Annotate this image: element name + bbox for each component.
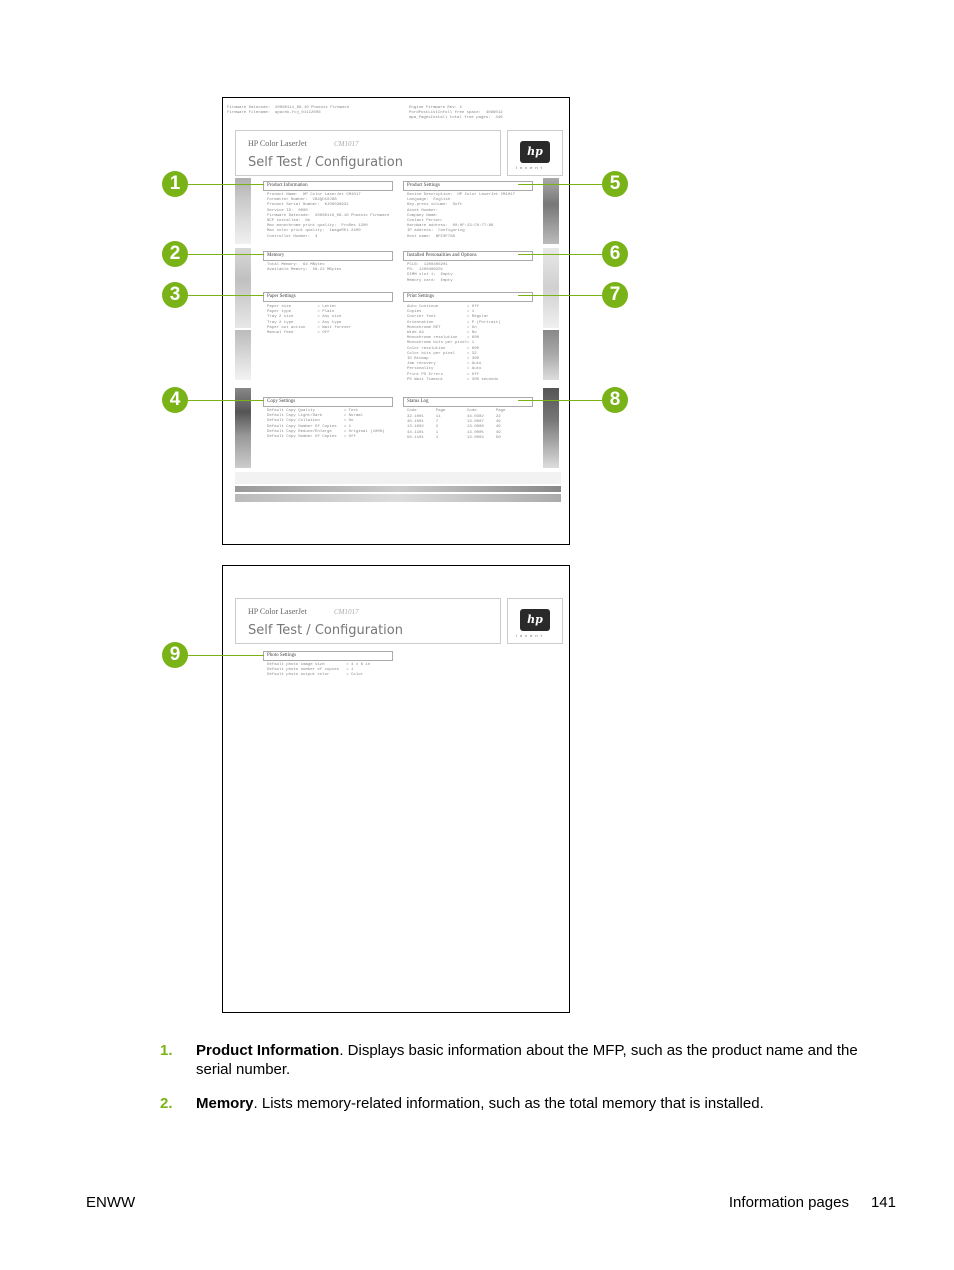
product-settings-text: Device Description: HP Color LaserJet CM1017 Language: English Key-press volume: Soft Asset Number: Company Name: Contact Person: Hardware address: 00:0F:23:C0:77:88 IP address: Configuring Host name: NPI0F788 — [407, 193, 516, 239]
color-swatch — [235, 178, 251, 244]
firmware-info-left: Firmware Datecode: 20060111_06.10 Phoenix Firmware Firmware Filename: apachk-fcj_01112006 — [227, 106, 350, 116]
report-header-box — [235, 130, 501, 176]
report-header-box — [235, 598, 501, 644]
copy-settings-text: Default Copy Quality = Text Default Copy Light/Dark = Normal Default Copy Collation = On Default Copy Number Of Copies = 1 Default Copy Reduce/Enlarge = Original (100%) Default Copy Number Of Copies = Off — [267, 409, 385, 440]
callout-4: 4 — [162, 387, 188, 413]
list-text — [196, 1094, 896, 1113]
page-number: 141 — [870, 1194, 896, 1211]
callout-line — [518, 295, 602, 296]
section-status-log: Status Log — [403, 397, 533, 407]
hp-logo-tagline: invent — [516, 633, 545, 638]
callout-line — [186, 400, 264, 401]
callout-line — [186, 655, 264, 656]
color-swatch — [543, 248, 559, 328]
callout-line — [518, 400, 602, 401]
list-term: Memory — [196, 1095, 254, 1112]
callout-2: 2 — [162, 241, 188, 267]
report-brand: HP Color LaserJet — [248, 139, 307, 148]
callout-6: 6 — [602, 241, 628, 267]
list-number: 1. — [160, 1042, 173, 1059]
callout-line — [186, 254, 264, 255]
callout-line — [186, 184, 264, 185]
list-number: 2. — [160, 1095, 173, 1112]
list-description: . Lists memory-related information, such as the total memory that is installed. — [253, 1095, 764, 1112]
config-page-1-image — [222, 97, 570, 545]
section-installed-personalities: Installed Personalities and Options — [403, 251, 533, 261]
print-settings-text: Auto Continue = Off Copies = 1 Courier font = Regular Orientation = P (Portrait) Monochrome RET = On Wide A4 = No Monochrome resolution = 600 Monochrome bits per pixel= 1 Color resolution = 600 Color bits per pixel = 32 ID Bitmap = 300 Jam recovery = Auto Personality = Auto Print PS Errors = Off PS Wait Timeout = 300 seconds — [407, 305, 501, 382]
firmware-info-right: Engine Firmware Rev: 4 PordPostListInfoll free space: 4096012 mpa_PagesInstall total free pages: 446 — [409, 106, 503, 121]
callout-5: 5 — [602, 171, 628, 197]
list-text — [196, 1041, 896, 1079]
hp-logo-box — [507, 598, 563, 644]
section-product-settings: Product Settings — [403, 181, 533, 191]
report-model: CM1017 — [334, 608, 359, 616]
report-title: Self Test / Configuration — [248, 155, 403, 170]
callout-1: 1 — [162, 171, 188, 197]
report-model: CM1017 — [334, 140, 359, 148]
hp-logo-icon: hp — [520, 141, 550, 163]
footer-right — [729, 1194, 896, 1211]
product-information-text: Product Name: HP Color LaserJet CM1017 Formatter Number: CB4QD10J9B Product Serial Number: KJ00038931 Service ID: 0000 Firmware Datecode: 20060110_06.10 Phoenix Firmware NCP installed: No Max monochrome print quality: ProRes 1200 Max color print quality: ImageREt 2400 Controller Number: 4 — [267, 193, 390, 239]
color-swatch — [235, 248, 251, 328]
callout-7: 7 — [602, 282, 628, 308]
config-page-2-image — [222, 565, 570, 1013]
report-title: Self Test / Configuration — [248, 623, 403, 638]
footer-section: Information pages — [728, 1194, 849, 1211]
footer-publisher: ENWW — [86, 1194, 136, 1211]
callout-3: 3 — [162, 282, 188, 308]
section-photo-settings: Photo Settings — [263, 651, 393, 661]
section-memory: Memory — [263, 251, 393, 261]
list-term: Product Information — [196, 1042, 340, 1059]
hp-logo-tagline: invent — [516, 165, 545, 170]
status-log-text: 32.1001 11 44.0302 22 40.1001 7 13.0007 49 13.1002 2 13.0008 49 44.1101 1 13.0005 49 50.1101 1 13.0004 50 — [407, 415, 501, 440]
callout-9: 9 — [162, 642, 188, 668]
list-description: . Displays basic information about the MFP, such as the product name and the serial number. — [196, 1042, 858, 1078]
photo-settings-text: Default photo image size = 4 x 6 in Default photo number of copies = 1 Default photo output color = Color — [267, 663, 371, 678]
bottom-bar — [235, 494, 561, 502]
hp-logo-box — [507, 130, 563, 176]
memory-text: Total Memory: 64 MBytes Available Memory: 58.22 MBytes — [267, 263, 342, 273]
color-swatch — [543, 330, 559, 380]
installed-personalities-text: PCL6: 1200406201 PS: 1200406201 DIMM slot 1: Empty Memory card: Empty — [407, 263, 453, 283]
hp-logo-icon: hp — [520, 609, 550, 631]
status-log-header: Code Page Code Page — [407, 409, 506, 413]
callout-line — [518, 254, 602, 255]
paper-settings-text: Paper size = Letter Paper type = Plain Tray 2 size = Any size Tray 2 type = Any type Paper out action = Wait forever Manual feed = Off — [267, 305, 352, 336]
bottom-bar — [235, 472, 561, 484]
section-product-information: Product Information — [263, 181, 393, 191]
section-copy-settings: Copy Settings — [263, 397, 393, 407]
section-paper-settings: Paper Settings — [263, 292, 393, 302]
callout-line — [186, 295, 264, 296]
section-print-settings: Print Settings — [403, 292, 533, 302]
callout-8: 8 — [602, 387, 628, 413]
color-swatch — [235, 330, 251, 380]
bottom-bar — [235, 486, 561, 492]
report-brand: HP Color LaserJet — [248, 607, 307, 616]
callout-line — [518, 184, 602, 185]
color-swatch — [543, 178, 559, 244]
